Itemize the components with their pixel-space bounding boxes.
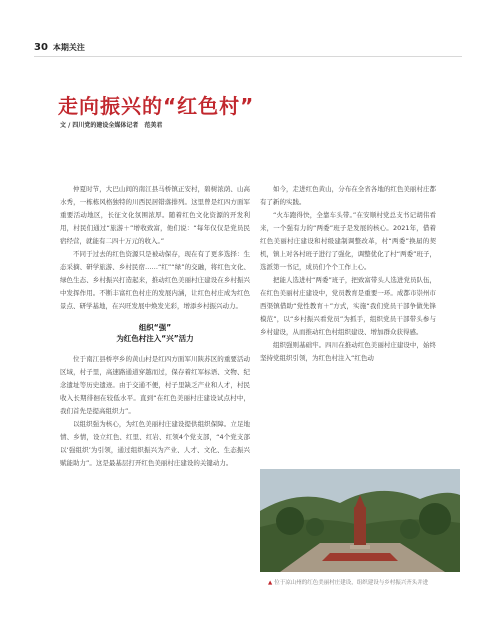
article-title: 走向振兴的“红色村” <box>58 94 255 118</box>
column-left <box>60 183 250 470</box>
paragraph: 如今，走进红色黄山，分布在全省各地的红色美丽村庄都有了新的实践。 <box>260 185 436 206</box>
paragraph: 不同于过去的红色资源只是被动保存，现在有了更多选择：生态采摘、研学旅游、乡村民宿……“红”“绿”的交融，将红色文化、绿色生态、乡村振兴打造起来，推动红色美丽村庄建设在乡村振兴中发挥作用。不断丰富红色村庄的发展内涵，让红色村庄成为红色景点、研学基地，在兴旺发展中焕发光彩，增添乡村振兴动力。 <box>60 250 250 310</box>
paragraph: 位于南江县桥亭乡的黄山村是红四方面军川陕苏区的重要活动区域，村子里，高速路通道穿越而过，保存着红军标语、文物、纪念遗址等历史遗迹。由于交通不便，村子里缺乏产业和人才，村民收入长期徘徊在较低水平。直到“在红色美丽村庄建设试点村中，我们首先是提高组织力”。 <box>60 355 250 415</box>
subheading-line: 为红色村注入“兴”活力 <box>116 334 194 343</box>
landscape-photo <box>260 469 460 572</box>
memorial-landscape-image <box>260 469 460 572</box>
subheading-line: 组织“强” <box>138 323 172 332</box>
photo-caption <box>268 578 428 586</box>
paragraph: 仲夏时节，大巴山间的南江县马桥镇正安村，碧树浓荫、山高水秀，一栋栋风格独特的川西民居错落排列。这里曾是红四方面军重要活动地区，长征文化氛围浓厚。随着红色文化资源的开发利用，村民们通过“旅游＋”增收致富，他们说：“每年仅仅是党员民宿经营，就能有二四十万元的收入。” <box>60 185 250 245</box>
page-number: 30 <box>34 41 48 53</box>
paragraph: “火车跑得快，全靠车头带。”在安顺村党总支书记胡伟看来，一个强有力的“两委”班子是发展的核心。2021年，借着红色美丽村庄建设和村级建制调整改革，村“两委”换届的契机，镇上对各村班子进行了强化，调整优化了村“两委”班子，选派第一书记，成员们个个工作上心。 <box>260 211 436 271</box>
paragraph: 把能人选进村“两委”班子，把致富带头人选进党员队伍，在红色美丽村庄建设中，党员教育是重要一环。成都市崇州市西渠镇借助“党性教育＋”方式，实施“我们党员干部争做先锋模范”，以“乡村振兴看党员”为抓手，组织党员干部带头参与乡村建设，从而推动红色村组织建设、增加群众获得感。 <box>260 276 436 336</box>
caption-text: 位于凉山州的红色美丽村庄建设，组织建设与乡村振兴齐头并进 <box>274 580 429 586</box>
page-header <box>34 40 85 54</box>
caption-marker-icon: ▲ <box>268 580 273 586</box>
header-divider <box>34 56 462 57</box>
section-subheading <box>60 322 250 344</box>
column-right <box>260 183 436 365</box>
paragraph: 组织强则基础牢。四川在推动红色美丽村庄建设中，始终坚持党组织引领，为红色村注入“红色动 <box>260 341 436 362</box>
paragraph: 以组织强为核心，为红色美丽村庄建设提供组织保障。立足地情、乡情，设立红色、红里、红岩、红领4个党支部，“4个党支部以‘强组织’为引领，通过组织振兴为产业、人才、文化、生态振兴赋能助力”。这是最基层打开红色美丽村庄建设的关键动力。 <box>60 420 250 467</box>
section-label: 本期关注 <box>52 42 85 52</box>
article-byline: 文 / 四川党的建设全媒体记者 范美君 <box>60 122 163 129</box>
